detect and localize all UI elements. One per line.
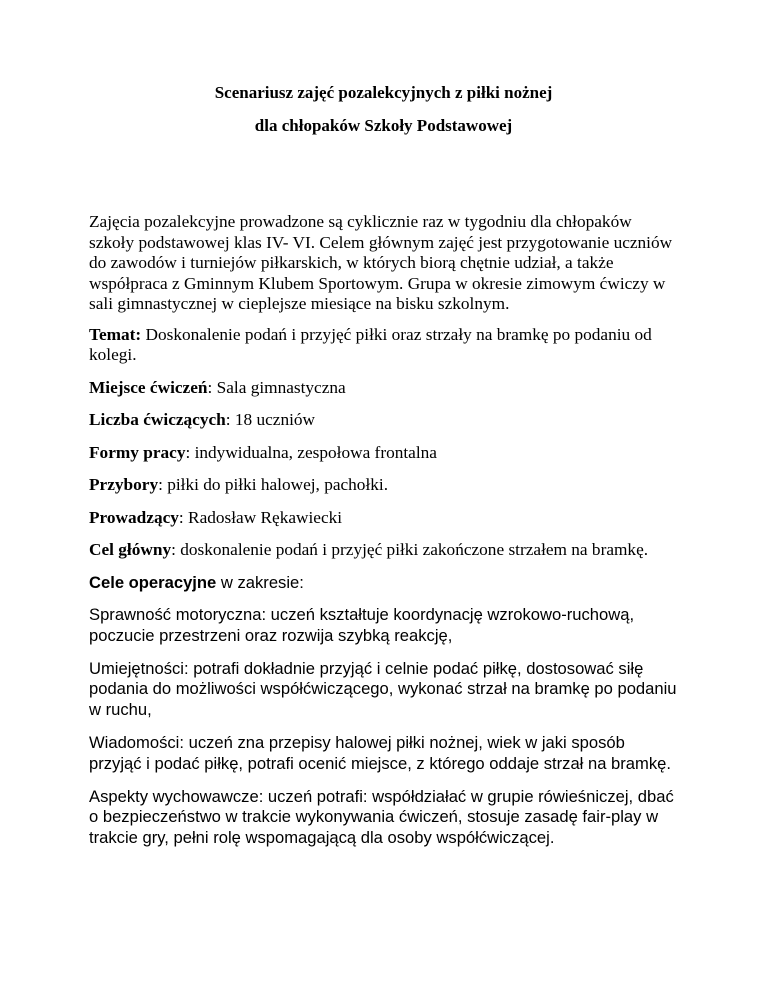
place-value: : Sala gimnastyczna <box>207 377 346 397</box>
place-field <box>89 378 678 399</box>
leader-field <box>89 508 678 529</box>
equipment-value: : piłki do piłki halowej, pachołki. <box>158 475 389 494</box>
leader-label: Prowadzący <box>89 507 179 527</box>
work-forms-field <box>89 443 678 464</box>
topic-field <box>89 325 678 366</box>
topic-label: Temat: <box>89 324 142 344</box>
document-title: Scenariusz zajęć pozalekcyjnych z piłki nożnej <box>214 83 553 102</box>
main-goal-label: Cel główny <box>89 540 172 559</box>
participants-value: : 18 uczniów <box>225 410 316 429</box>
topic-value: Doskonalenie podań i przyjęć piłki oraz strzały na bramkę po podaniu od kolegi. <box>89 324 652 364</box>
participants-label: Liczba ćwiczących <box>89 410 226 429</box>
work-forms-label: Formy pracy <box>89 442 186 462</box>
work-forms-value: : indywidualna, zespołowa frontalna <box>185 442 437 462</box>
equipment-label: Przybory <box>89 475 159 494</box>
operational-goals-value: w zakresie: <box>216 572 304 592</box>
leader-value: : Radosław Rękawiecki <box>178 507 343 527</box>
operational-goals-label: Cele operacyjne <box>89 572 217 592</box>
knowledge-paragraph: Wiadomości: uczeń zna przepisy halowej piłki nożnej, wiek w jaki sposób przyjąć i podać piłkę, potrafi ocenić miejsce, z którego oddaje strzał na bramkę. <box>89 732 671 773</box>
equipment-field <box>89 475 678 496</box>
operational-goals-field <box>89 573 678 594</box>
main-goal-value: : doskonalenie podań i przyjęć piłki zakończone strzałem na bramkę. <box>171 540 649 559</box>
intro-paragraph: Zajęcia pozalekcyjne prowadzone są cyklicznie raz w tygodniu dla chłopaków szkoły podstawowej klas IV- VI. Celem głównym zajęć jest przygotowanie uczniów do zawodów i turniejów piłkarskich, w których biorą chętnie udział, a także współpraca z Gminnym Klubem Sportowym. Grupa w okresie zimowym ćwiczy w sali gimnastycznej w cieplejsze miesiące na bisku szkolnym. <box>89 212 673 313</box>
abilities-paragraph: Umiejętności: potrafi dokładnie przyjąć i celnie podać piłkę, dostosować siłę podania do możliwości współćwiczącego, wykonać strzał na bramkę po podaniu w ruchu, <box>89 658 677 720</box>
participants-field <box>89 410 678 431</box>
main-goal-field <box>89 540 678 561</box>
document-subtitle: dla chłopaków Szkoły Podstawowej <box>254 116 513 135</box>
place-label: Miejsce ćwiczeń <box>89 377 208 397</box>
motor-skills-paragraph: Sprawność motoryczna: uczeń kształtuje koordynację wzrokowo-ruchową, poczucie przestrzeni oraz rozwija szybką reakcję, <box>89 605 635 645</box>
educational-paragraph: Aspekty wychowawcze: uczeń potrafi: współdziałać w grupie rówieśniczej, dbać o bezpieczeństwo w trakcie wykonywania ćwiczeń, stosuje zasadę fair-play w trakcie gry, pełni rolę wspomagającą dla osoby współćwiczącej. <box>89 786 674 848</box>
